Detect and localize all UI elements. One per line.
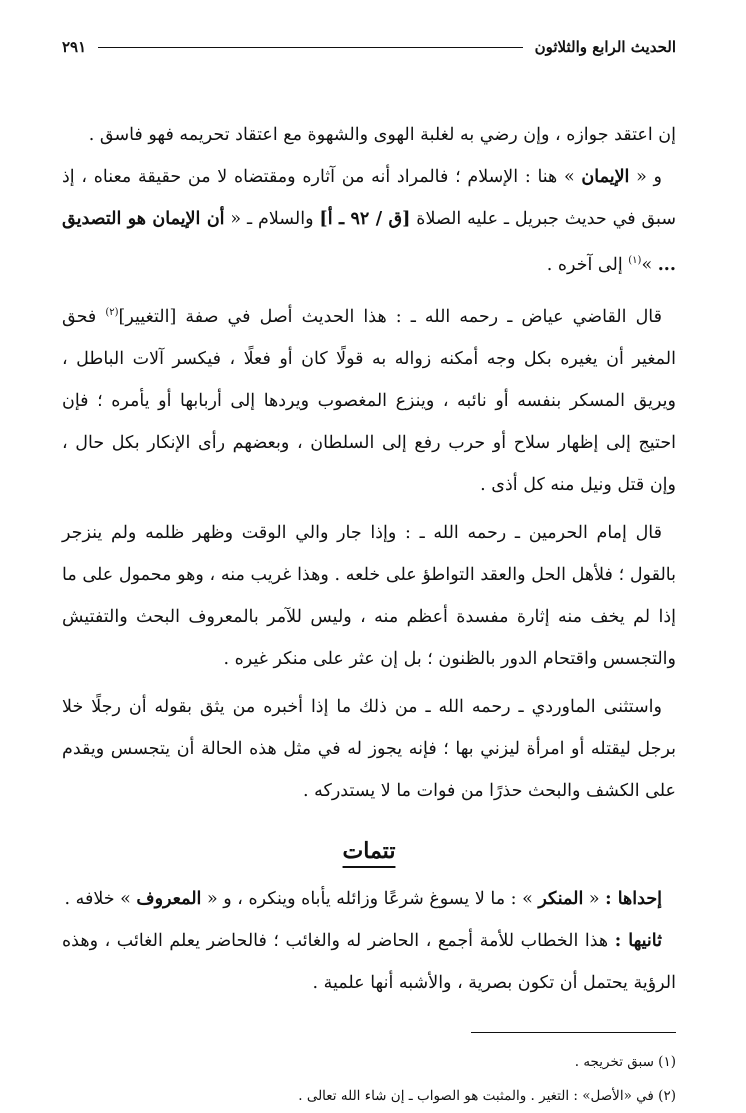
paragraph-6 — [62, 878, 676, 920]
paragraph-7 — [62, 920, 676, 1004]
footnote-separator — [471, 1032, 676, 1033]
hadith-quote: أن الإيمان هو التصديق ... — [62, 209, 676, 275]
text-span: قال القاضي عياض ـ رحمه الله ـ : هذا الحديث أصل في صفة [التغيير] — [118, 306, 662, 327]
chapter-title: الحديث الرابع والثلاثون — [534, 38, 676, 56]
text-span: فحق المغير أن يغيره بكل وجه أمكنه زواله به قولًا كان أو فعلًا ، فيكسر آلات الباطل ، ويريق المسكر بنفسه أو نائبه ، وينزع المغصوب ويردها إلى أربابها أو يأمره ؛ فإن احتيج إلى إظهار سلاح أو حرب رفع إلى السلطان ، وبعضهم رأى الإنكار بكل حال ، وإن قتل ونيل منه كل أذى . — [62, 306, 676, 495]
text-span: هذا الخطاب للأمة أجمع ، الحاضر له والغائب ؛ فالحاضر يعلم الغائب ، وهذه الرؤية يحتمل أن تكون بصرية ، والأشبه أنها علمية . — [62, 930, 676, 993]
term-munkar: المنكر — [538, 888, 584, 909]
paragraph-3 — [62, 292, 676, 506]
text-span: والسلام ـ « — [224, 209, 320, 229]
text-span: » خلافه . — [64, 888, 137, 909]
manuscript-ref: [ق / ٩٢ ـ أ] — [319, 209, 411, 229]
term-maruf: المعروف — [136, 888, 202, 909]
page-body — [62, 114, 676, 1113]
text-span: » هنا : الإسلام ؛ فالمراد أنه من آثاره ومقتضاه لا من حقيقة معناه ، إذ سبق في حديث جبريل ـ عليه الصلاة — [62, 167, 676, 229]
paragraph-1: إن اعتقد جوازه ، وإن رضي به لغلبة الهوى والشهوة مع اعتقاد تحريمه فهو فاسق . — [88, 125, 676, 145]
footnote-marker-1[interactable]: (١) — [628, 255, 642, 266]
running-header — [62, 30, 676, 64]
item-lead: ثانيها : — [614, 930, 662, 951]
paragraph-5: واستثنى الماوردي ـ رحمه الله ـ من ذلك ما إذا أخبره من يثق بقوله أن رجلًا خلا برجل ليقتله أو امرأة ليزني بها ؛ فإنه يجوز له في مثل هذه الحالة أن يتجسس ويقدم على الكشف والبحث حذرًا من فوات ما لا يستدركه . — [62, 696, 676, 801]
footnote-1: (١) سبق تخريجه . — [574, 1053, 676, 1070]
footnote-2: (٢) في «الأصل» : التغير . والمثبت هو الصواب ـ إن شاء الله تعالى . — [298, 1087, 676, 1104]
header-rule — [98, 47, 522, 48]
paragraph-2 — [62, 156, 676, 286]
text-span: » — [641, 254, 658, 275]
text-span: إلى آخره . — [546, 254, 629, 275]
text-span: « — [583, 888, 606, 909]
section-heading: تتمات — [342, 837, 396, 864]
text-span: » : ما لا يسوغ شرعًا وزائله يأباه وينكره ، و « — [201, 888, 539, 909]
term-iman: الإيمان — [581, 167, 630, 187]
paragraph-4: قال إمام الحرمين ـ رحمه الله ـ : وإذا جار والي الوقت وظهر ظلمه ولم ينزجر بالقول ؛ فلأهل الحل والعقد التواطؤ على خلعه . وهذا غريب منه ، وهو محمول على ما إذا لم يخف منه إثارة مفسدة أعظم منه ، وليس للآمر بالمعروف البحث والتفتيش والتجسس واقتحام الدور بالظنون ؛ بل إن عثر على منكر غيره . — [62, 522, 676, 669]
item-lead: إحداها : — [605, 888, 662, 909]
page-number: ٢٩١ — [62, 38, 87, 56]
footnote-marker-2[interactable]: (٢) — [105, 306, 119, 318]
text-span: و « — [629, 167, 662, 187]
